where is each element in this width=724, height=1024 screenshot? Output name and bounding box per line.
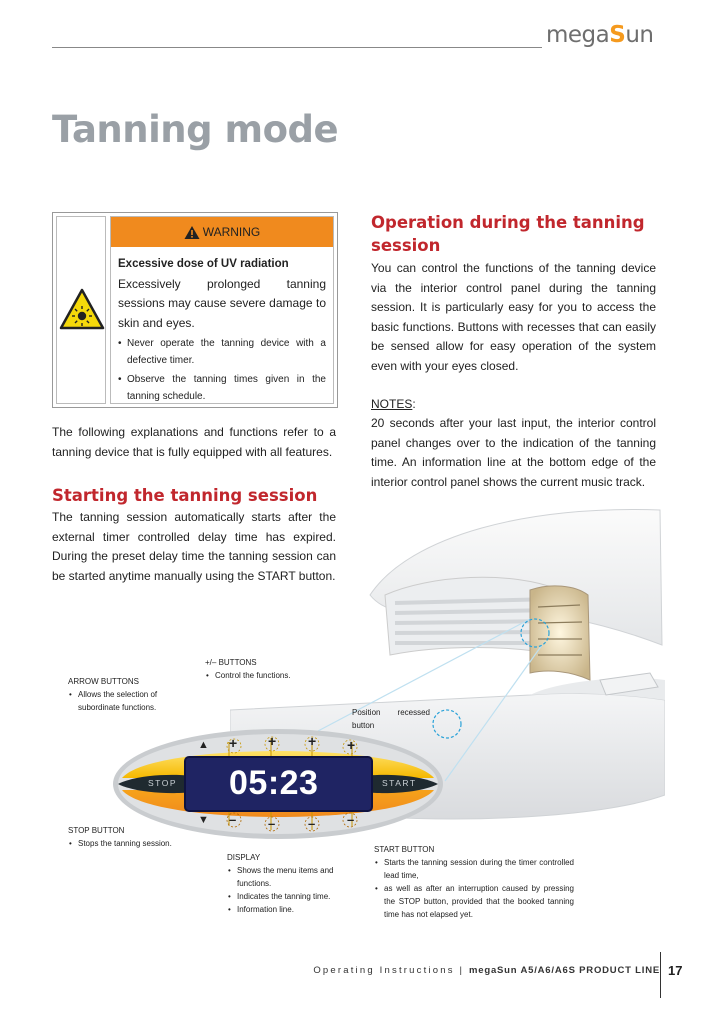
label-display [227,851,352,916]
warning-content [110,216,334,404]
footer-rule [660,952,661,998]
header-rule [52,47,542,48]
minus-button[interactable]: – [347,812,355,827]
warning-text: Excessively prolonged tanning sessions may cause severe damage to skin and eyes. [118,276,326,330]
notes-label: NOTES: [371,397,416,411]
warning-box [52,212,338,408]
warning-icon-column [56,216,106,404]
label-item: • Shows the menu items and functions. [227,864,352,890]
minus-button[interactable]: – [308,816,316,831]
starting-paragraph: The tanning session automatically starts after the external timer controlled delay time has expired. During the preset delay time the tanning session can be started anytime manually using the START button. [52,510,336,583]
plus-button[interactable]: + [229,735,238,751]
minus-button[interactable]: – [268,816,276,831]
label-item: • Allows the selection of subordinate functions. [68,688,198,714]
brand-logo: megaSun [546,22,654,48]
notes-paragraph: 20 seconds after your last input, the interior control panel changes over to the indication of the tanning time. An information line at the bottom edge of the interior control panel shows the current music track. [371,416,656,489]
label-arrow-title: ARROW BUTTONS [68,677,139,686]
warning-bullets [118,335,326,405]
footer-text: Operating Instructions | megaSun A5/A6/A6S PRODUCT LINE [313,965,660,976]
label-item: • Control the functions. [205,669,345,682]
label-stop-button [68,824,198,850]
label-stop-title: STOP BUTTON [68,826,125,835]
warning-triangle-icon [184,225,200,240]
label-start-title: START BUTTON [374,845,435,854]
plus-button[interactable]: + [268,733,277,749]
starting-heading: Starting the tanning session [52,486,318,505]
start-button[interactable]: START [382,778,417,788]
label-item: • Information line. [227,903,352,916]
stop-button[interactable]: STOP [148,778,177,788]
minus-button[interactable]: – [229,812,237,827]
page-number: 17 [668,963,683,978]
operation-heading: Operation during the tanning session [371,213,645,255]
intro-paragraph: The following explanations and functions refer to a tanning device that is fully equipped with all features. [52,425,336,459]
warning-heading: Excessive dose of UV radiation [118,258,289,270]
uv-radiation-warning-icon [59,287,105,333]
plus-button[interactable]: + [308,733,317,749]
label-plus-minus-title: +/– BUTTONS [205,658,257,667]
page-title: Tanning mode [52,108,339,151]
warning-bullet: • Observe the tanning times given in the tanning schedule. [118,371,326,405]
label-item: • as well as after an interruption caused by pressing the STOP button, provided that the booked tanning time has not elapsed yet. [374,882,574,921]
label-arrow-buttons [68,675,198,714]
label-start-button [374,843,574,921]
recessed-button-marker-icon [431,708,463,740]
label-item: • Indicates the tanning time. [227,890,352,903]
arrow-down-button[interactable]: ▼ [198,814,209,826]
warning-header-label: WARNING [202,225,261,239]
operation-paragraph: You can control the functions of the tanning device via the interior control panel during the tanning session. It is particularly easy for you to access the basic functions. Buttons with recesses that can easily be sensed allow for easy operation of the system even with your eyes closed. [371,261,656,373]
plus-button[interactable]: + [347,737,356,753]
label-item: • Starts the tanning session during the timer controlled lead time, [374,856,574,882]
label-position-recessed: Position recessed button [352,708,430,730]
arrow-up-button[interactable]: ▲ [198,739,209,751]
label-display-title: DISPLAY [227,853,261,862]
label-plus-minus [205,656,345,682]
display-time: 05:23 [229,764,319,802]
label-item: • Stops the tanning session. [68,837,198,850]
warning-bullet: • Never operate the tanning device with a defective timer. [118,335,326,369]
warning-header [111,217,333,247]
